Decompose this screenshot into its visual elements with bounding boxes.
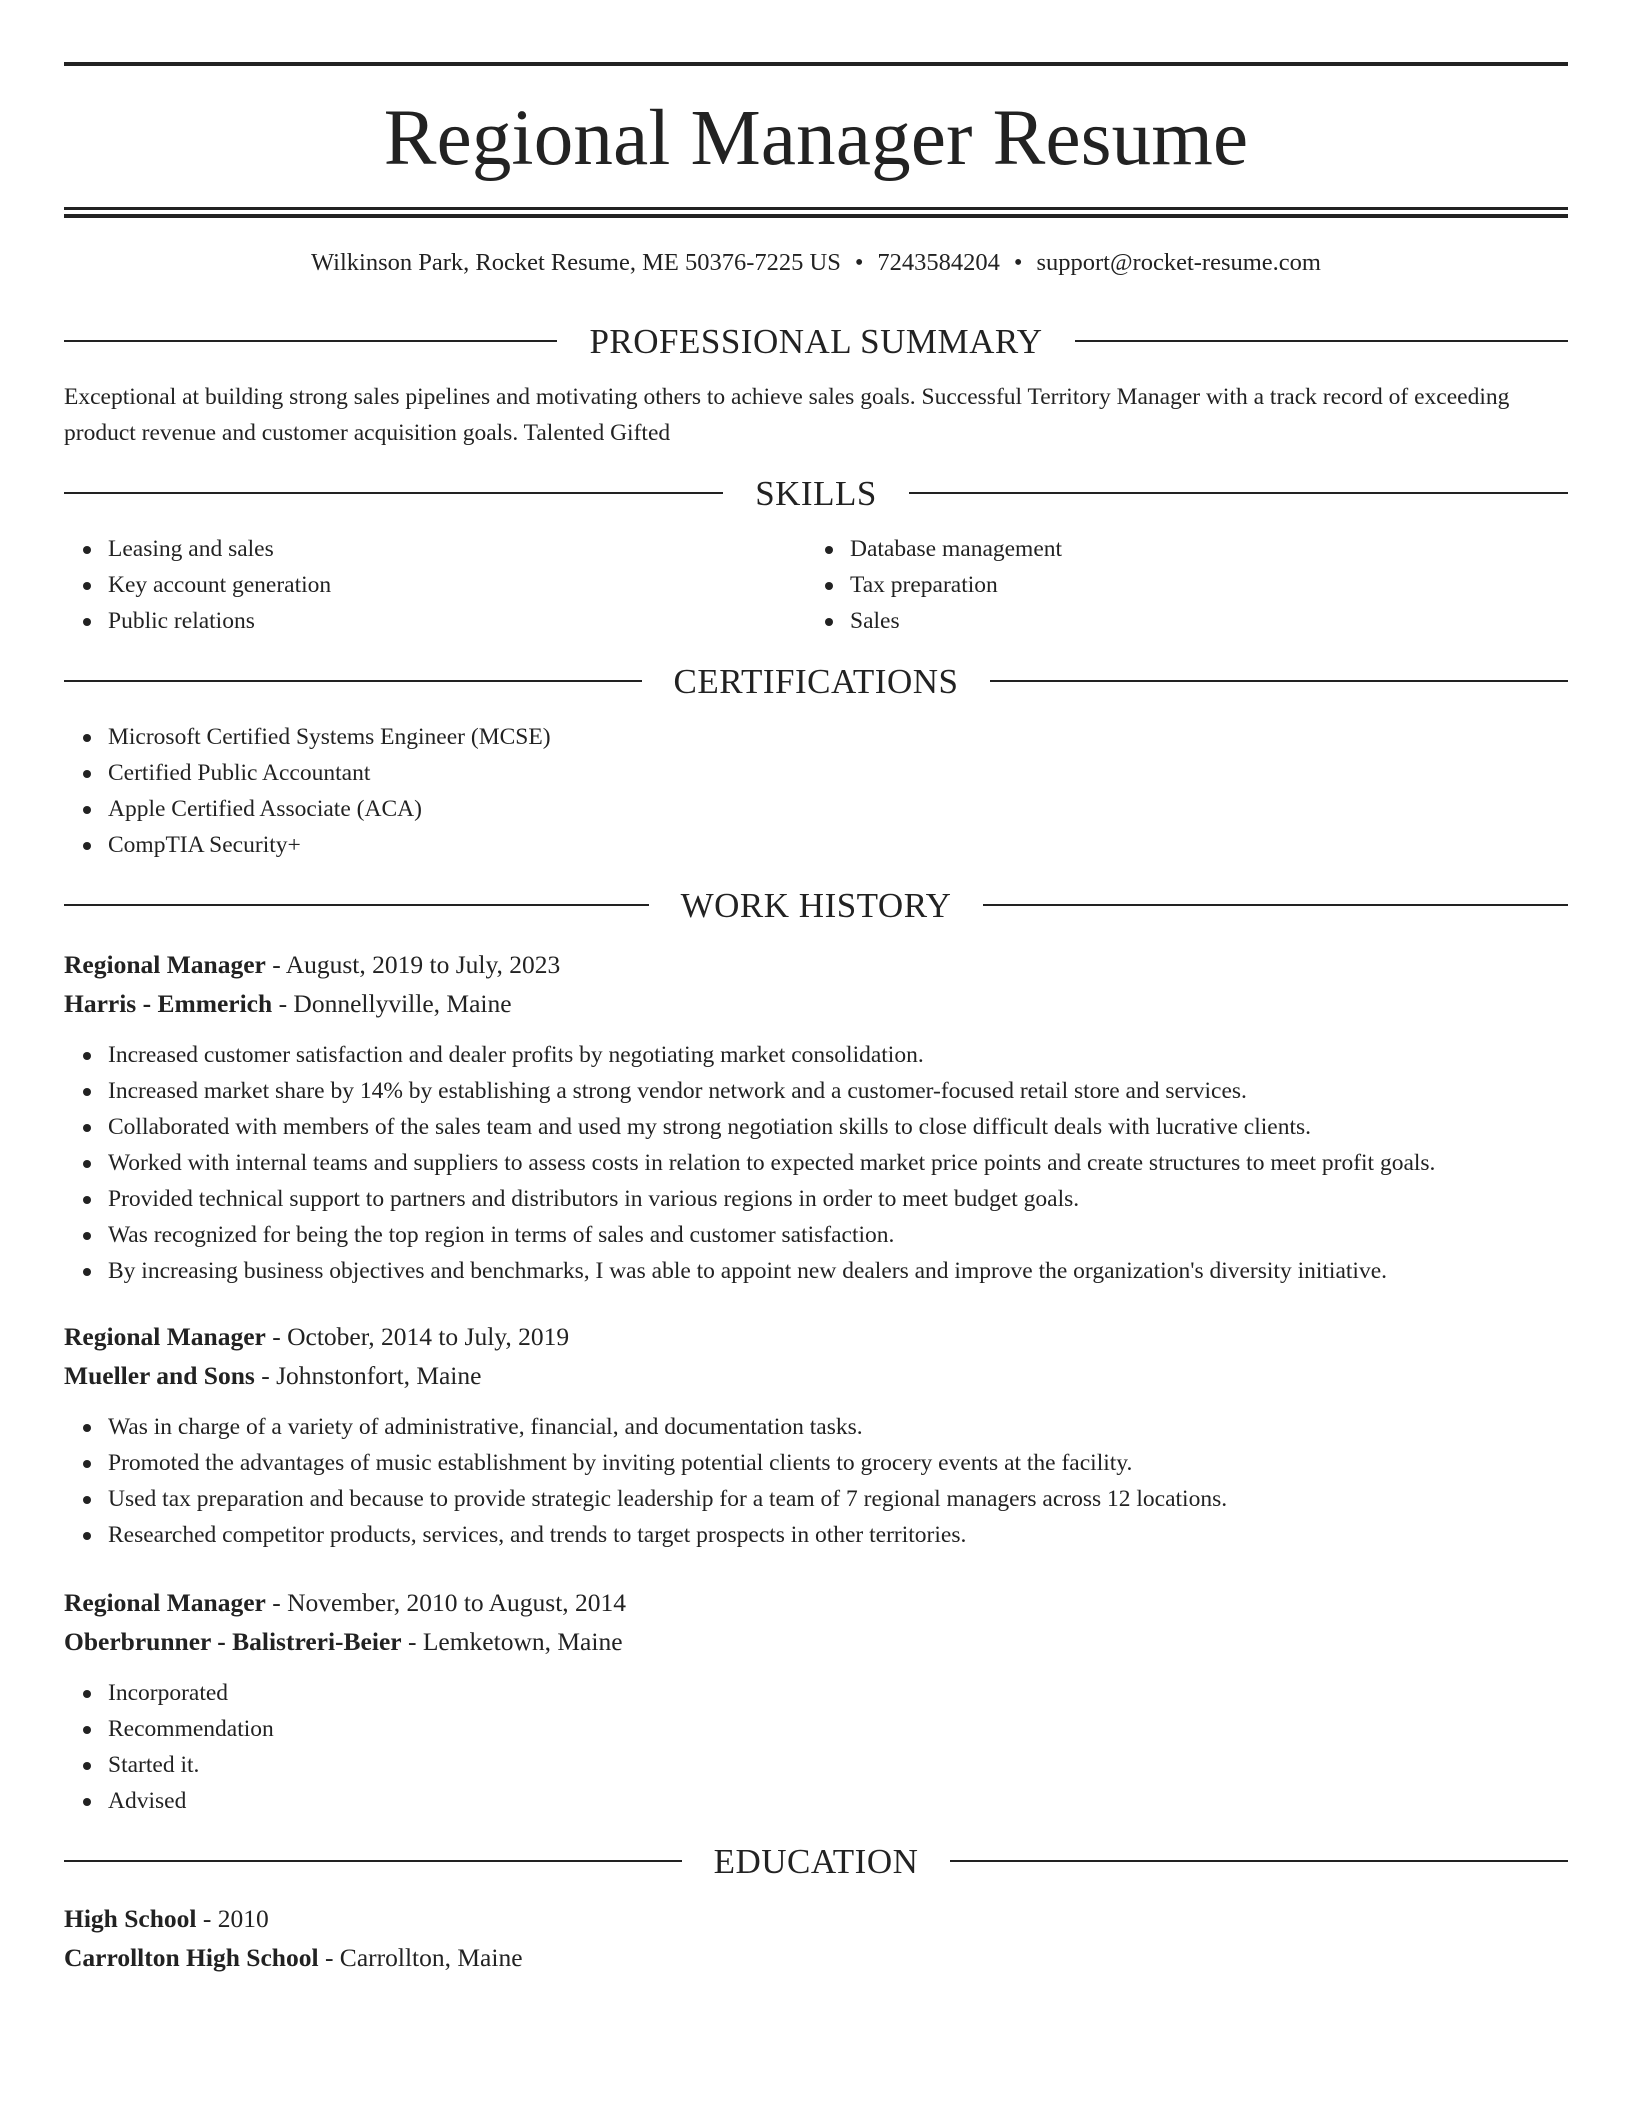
job-bullet: By increasing business objectives and benchmarks, I was able to appoint new dealers and improve the organization's diversity initiative.: [108, 1253, 1568, 1289]
skill-item: Tax preparation: [850, 567, 1548, 603]
job-title: Regional Manager: [64, 1322, 266, 1351]
heading-rule: [64, 904, 649, 906]
section-title: SKILLS: [755, 473, 877, 513]
contact-separator: •: [1013, 249, 1023, 276]
resume-title: Regional Manager Resume: [383, 95, 1249, 182]
job-title-line: [64, 1583, 1568, 1622]
summary-text: Exceptional at building strong sales pipelines and motivating others to achieve sales goals. Successful Territory Manager with a track record of exceeding product revenue and customer acquisition goals. Talented Gifted: [64, 384, 1510, 446]
heading-rule: [64, 680, 642, 682]
section-heading-summary: [64, 321, 1568, 361]
skills-column-right: [806, 531, 1548, 639]
contact-email: support@rocket-resume.com: [1036, 249, 1321, 276]
education-degree: High School: [64, 1904, 197, 1933]
top-rule: [64, 62, 1568, 66]
job-bullet: Provided technical support to partners and distributors in various regions in order to meet budget goals.: [108, 1181, 1568, 1217]
job-bullet: Worked with internal teams and suppliers to assess costs in relation to expected market price points and create structures to meet profit goals.: [108, 1145, 1568, 1181]
job-company-line: [64, 1356, 1568, 1395]
job-dates: - November, 2010 to August, 2014: [265, 1588, 627, 1617]
job-bullet: Started it.: [108, 1747, 1568, 1783]
job-bullets: [64, 1675, 1568, 1819]
heading-rule: [64, 1860, 682, 1862]
certification-item: Apple Certified Associate (ACA): [108, 791, 1568, 827]
job-title: Regional Manager: [64, 950, 266, 979]
job-company: Oberbrunner - Balistreri-Beier: [64, 1627, 402, 1656]
job-bullet: Increased market share by 14% by establishing a strong vendor network and a customer-focused retail store and services.: [108, 1073, 1568, 1109]
section-title: PROFESSIONAL SUMMARY: [589, 321, 1043, 361]
skills-list: [64, 531, 1568, 639]
contact-separator: •: [854, 249, 864, 276]
education-year: - 2010: [196, 1904, 269, 1933]
heading-rule: [950, 1860, 1568, 1862]
job-title: Regional Manager: [64, 1588, 266, 1617]
job-entry: [64, 1583, 1568, 1819]
heading-rule: [990, 680, 1568, 682]
section-title: EDUCATION: [713, 1841, 919, 1881]
resume-page: [64, 62, 1568, 1977]
job-bullet: Advised: [108, 1783, 1568, 1819]
heading-rule: [1075, 340, 1568, 342]
job-entry: [64, 1317, 1568, 1553]
job-company-line: [64, 984, 1568, 1023]
skill-item: Public relations: [108, 603, 806, 639]
education-location: - Carrollton, Maine: [318, 1943, 523, 1972]
certification-item: CompTIA Security+: [108, 827, 1568, 863]
certification-item: Certified Public Accountant: [108, 755, 1568, 791]
education-entry: [64, 1899, 1568, 1977]
job-location: - Lemketown, Maine: [401, 1627, 623, 1656]
education-school-line: [64, 1938, 1568, 1977]
title-double-rule: [64, 207, 1568, 218]
job-bullet: Recommendation: [108, 1711, 1568, 1747]
section-heading-work-history: [64, 885, 1568, 925]
skill-item: Database management: [850, 531, 1548, 567]
job-dates: - October, 2014 to July, 2019: [265, 1322, 570, 1351]
heading-rule: [909, 492, 1568, 494]
job-title-line: [64, 945, 1568, 984]
job-bullet: Was recognized for being the top region in terms of sales and customer satisfaction.: [108, 1217, 1568, 1253]
job-bullet: Increased customer satisfaction and dealer profits by negotiating market consolidation.: [108, 1037, 1568, 1073]
job-location: - Johnstonfort, Maine: [254, 1361, 482, 1390]
job-company-line: [64, 1622, 1568, 1661]
section-title: CERTIFICATIONS: [673, 661, 959, 701]
job-company: Harris - Emmerich: [64, 989, 273, 1018]
job-bullet: Collaborated with members of the sales team and used my strong negotiation skills to close difficult deals with lucrative clients.: [108, 1109, 1568, 1145]
job-bullet: Incorporated: [108, 1675, 1568, 1711]
section-heading-certifications: [64, 661, 1568, 701]
certifications-list: [64, 719, 1568, 863]
section-heading-education: [64, 1841, 1568, 1881]
job-dates: - August, 2019 to July, 2023: [265, 950, 561, 979]
skills-column-left: [64, 531, 806, 639]
job-bullet: Used tax preparation and because to provide strategic leadership for a team of 7 regional managers across 12 locations.: [108, 1481, 1568, 1517]
skill-item: Leasing and sales: [108, 531, 806, 567]
job-bullet: Was in charge of a variety of administrative, financial, and documentation tasks.: [108, 1409, 1568, 1445]
contact-phone: 7243584204: [877, 249, 1000, 276]
certification-item: Microsoft Certified Systems Engineer (MCSE): [108, 719, 1568, 755]
section-heading-skills: [64, 473, 1568, 513]
contact-address: Wilkinson Park, Rocket Resume, ME 50376-7225 US: [311, 249, 841, 276]
job-bullet: Researched competitor products, services, and trends to target prospects in other territories.: [108, 1517, 1568, 1553]
skill-item: Sales: [850, 603, 1548, 639]
heading-rule: [64, 340, 557, 342]
job-location: - Donnellyville, Maine: [272, 989, 512, 1018]
contact-line: [64, 251, 1568, 277]
skill-item: Key account generation: [108, 567, 806, 603]
job-bullets: [64, 1409, 1568, 1553]
job-company: Mueller and Sons: [64, 1361, 255, 1390]
section-title: WORK HISTORY: [680, 885, 952, 925]
education-school: Carrollton High School: [64, 1943, 319, 1972]
job-bullet: Promoted the advantages of music establishment by inviting potential clients to grocery events at the facility.: [108, 1445, 1568, 1481]
job-bullets: [64, 1037, 1568, 1289]
job-title-line: [64, 1317, 1568, 1356]
job-entry: [64, 945, 1568, 1289]
heading-rule: [64, 492, 723, 494]
education-degree-line: [64, 1899, 1568, 1938]
heading-rule: [983, 904, 1568, 906]
